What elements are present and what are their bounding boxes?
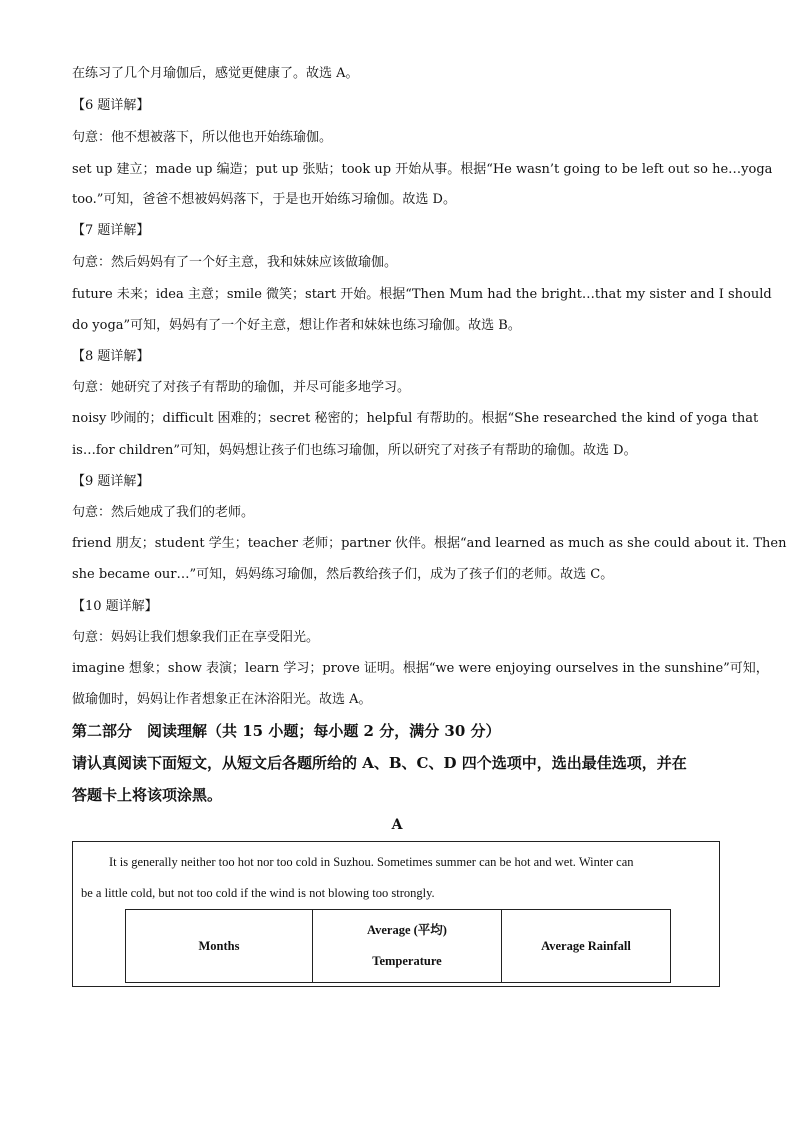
- text-line: do yoga”可知，妈妈有了一个好主意，想让作者和妹妹也练习瑜伽。故选 B。: [72, 318, 521, 333]
- passage-box: [72, 841, 720, 987]
- question-6-heading: 【6 题详解】: [72, 98, 150, 113]
- table-header-average-rainfall: Average Rainfall: [502, 910, 671, 983]
- text-line: 句意：他不想被落下，所以他也开始练瑜伽。: [72, 130, 333, 145]
- question-9-heading: 【9 题详解】: [72, 474, 150, 489]
- text-line: friend 朋友；student 学生；teacher 老师；partner 伙伴。根据“and learned as much as she could about it. Then: [72, 536, 787, 551]
- passage-label: A: [391, 817, 403, 833]
- question-10-heading: 【10 题详解】: [72, 599, 158, 614]
- instruction-line: 请认真阅读下面短文，从短文后各题所给的 A、B、C、D 四个选项中，选出最佳选项，并在: [72, 754, 687, 772]
- passage-line: It is generally neither too hot nor too cold in Suzhou. Sometimes summer can be hot and wet. Winter can: [109, 855, 634, 869]
- table-header-line: Average (平均): [367, 923, 447, 937]
- text-line: is…for children”可知，妈妈想让孩子们也练习瑜伽，所以研究了对孩子有帮助的瑜伽。故选 D。: [72, 443, 637, 458]
- text-line: 做瑜伽时，妈妈让作者想象正在沐浴阳光。故选 A。: [72, 692, 372, 707]
- table-header-months: Months: [126, 910, 313, 983]
- text-line: 句意：然后妈妈有了一个好主意，我和妹妹应该做瑜伽。: [72, 255, 398, 270]
- text-line: 句意：妈妈让我们想象我们正在享受阳光。: [72, 630, 320, 645]
- text-line: future 未来；idea 主意；smile 微笑；start 开始。根据“Then Mum had the bright…that my sister and I should: [72, 287, 772, 302]
- passage-line: be a little cold, but not too cold if the wind is not blowing too strongly.: [81, 886, 435, 900]
- table-header-average-temperature: [313, 910, 502, 983]
- text-line: 句意：然后她成了我们的老师。: [72, 505, 255, 520]
- table-header-line: Temperature: [372, 954, 442, 968]
- instruction-line: 答题卡上将该项涂黑。: [72, 786, 223, 804]
- text-line: 在练习了几个月瑜伽后，感觉更健康了。故选 A。: [72, 66, 359, 81]
- text-line: 句意：她研究了对孩子有帮助的瑜伽，并尽可能多地学习。: [72, 380, 411, 395]
- text-line: set up 建立；made up 编造；put up 张贴；took up 开始从事。根据“He wasn’t going to be left out so he…yoga: [72, 162, 773, 177]
- text-line: she became our…”可知，妈妈练习瑜伽，然后教给孩子们，成为了孩子们的老师。故选 C。: [72, 567, 614, 582]
- question-7-heading: 【7 题详解】: [72, 223, 150, 238]
- question-8-heading: 【8 题详解】: [72, 349, 150, 364]
- climate-table: [125, 909, 671, 983]
- text-line: too.”可知，爸爸不想被妈妈落下，于是也开始练习瑜伽。故选 D。: [72, 192, 456, 207]
- table-row: [126, 910, 671, 983]
- text-line: noisy 吵闹的；difficult 困难的；secret 秘密的；helpful 有帮助的。根据“She researched the kind of yoga that: [72, 411, 759, 426]
- text-line: imagine 想象；show 表演；learn 学习；prove 证明。根据“we were enjoying ourselves in the sunshine”可知，: [72, 661, 769, 676]
- section-heading: 第二部分 阅读理解（共 15 小题；每小题 2 分，满分 30 分）: [72, 722, 501, 740]
